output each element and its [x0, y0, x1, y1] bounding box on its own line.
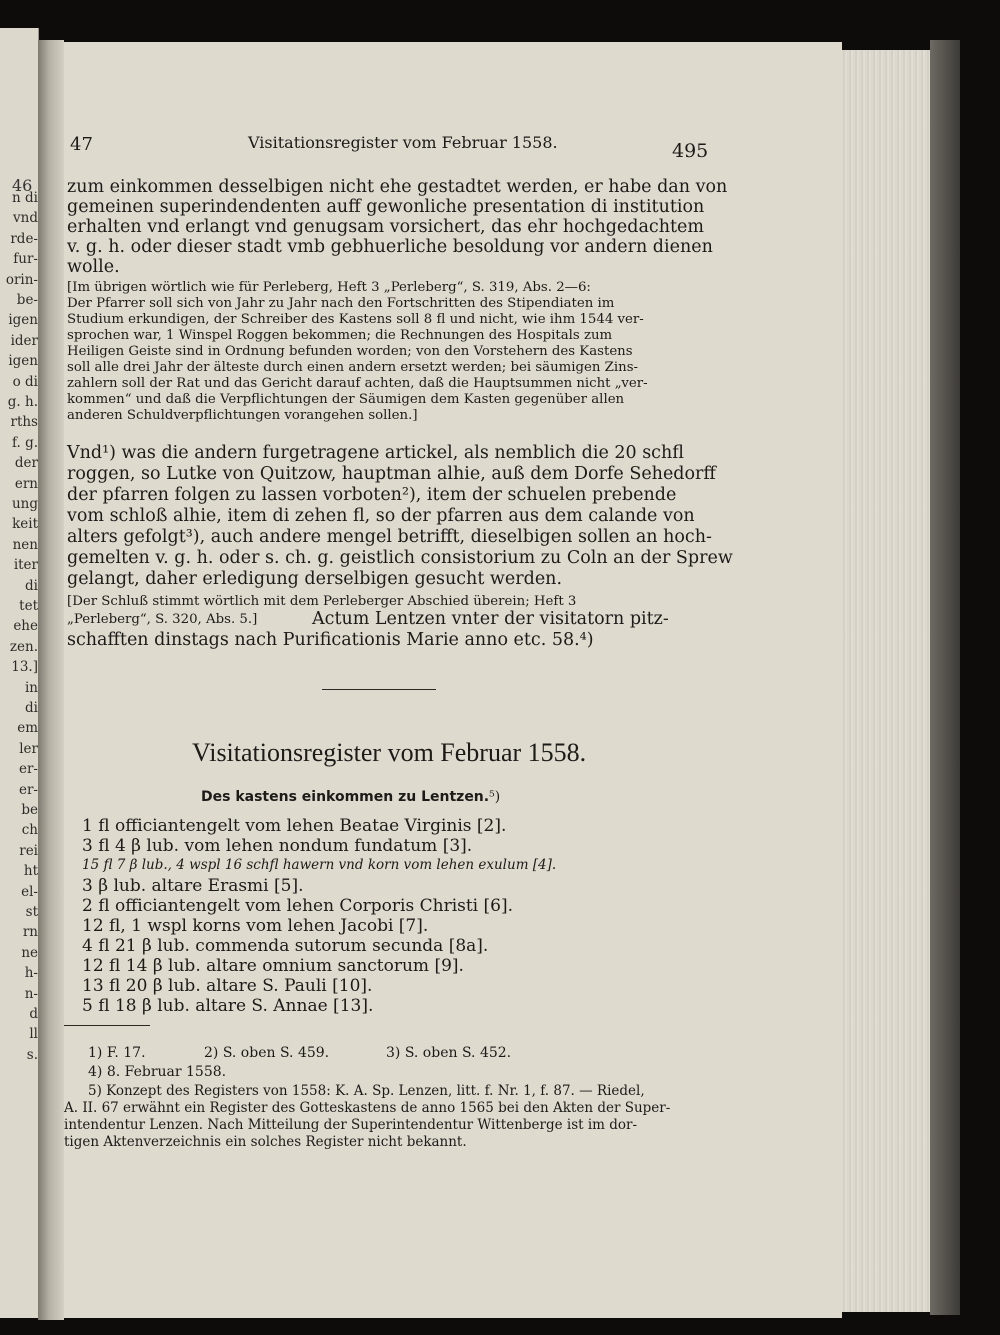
left-page-fragment: iter	[13, 557, 38, 574]
left-page-fragment: em	[17, 720, 38, 737]
left-page-fragment: h-	[24, 965, 38, 982]
left-page-fragment: rths	[10, 414, 38, 431]
note-line: soll alle drei Jahr der älteste durch einen andern ersetzt werden; bei säumigen Zins-	[67, 360, 639, 375]
left-page-fragment: fur-	[13, 251, 38, 268]
register-subtitle-text: Des kastens einkommen zu Lentzen.	[201, 789, 490, 805]
left-page-fragment: in	[24, 679, 38, 696]
note-line: anderen Schuldverpflichtungen vorangehen sollen.]	[67, 408, 418, 423]
footnote-5-line: tigen Aktenverzeichnis ein solches Register nicht bekannt.	[64, 1134, 467, 1150]
text-line: erhalten vnd erlangt vnd genugsam vorsichert, das ehr hochgedachtem	[67, 217, 704, 237]
left-page-fragment: der	[14, 455, 38, 472]
left-page-fragment: g. h.	[7, 394, 38, 410]
left-page-fragment: be	[21, 802, 38, 818]
footnote-3: 3) S. oben S. 452.	[386, 1045, 512, 1061]
left-page-fragment: ch	[21, 822, 38, 839]
left-page-fragment: igen	[8, 312, 38, 329]
register-entry: 2 fl officiantengelt vom lehen Corporis Christi [6].	[82, 896, 514, 916]
left-page-fragment: ern	[14, 475, 38, 492]
left-page-fragment: er-	[18, 781, 38, 798]
section-divider	[322, 689, 436, 690]
register-entry: 1 fl officiantengelt vom lehen Beatae Virginis [2].	[82, 816, 507, 836]
text-line: gemeinen superindendenten auff gewonliche presentation di institution	[67, 197, 705, 217]
left-page-fragment: rde-	[10, 230, 38, 247]
left-page-fragment: di	[25, 577, 38, 594]
left-page-fragment: ht	[23, 863, 38, 880]
register-title: Visitationsregister vom Februar 1558.	[192, 738, 587, 767]
text-line: der pfarren folgen zu lassen vorboten²), item der schuelen prebende	[67, 485, 677, 505]
register-entry: 4 fl 21 β lub. commenda sutorum secunda [8a].	[82, 936, 489, 956]
left-page-fragment: rn	[22, 924, 38, 941]
text-line: roggen, so Lutke von Quitzow, hauptman alhie, auß dem Dorfe Sehedorff	[67, 464, 716, 484]
register-entry: 3 β lub. altare Erasmi [5].	[82, 876, 304, 896]
register-entry: 15 fl 7 β lub., 4 wspl 16 schfl hawern vnd korn vom lehen exulum [4].	[82, 857, 557, 873]
book-cover-edge	[930, 40, 960, 1315]
note-line: zahlern soll der Rat und das Gericht darauf achten, daß die Hauptsummen nicht „ver-	[67, 376, 648, 391]
left-page-fragment: o di	[12, 373, 38, 390]
register-subtitle-note: ⁵)	[489, 789, 501, 805]
left-page-fragment: zen.	[9, 638, 38, 655]
note-line: Der Pfarrer soll sich von Jahr zu Jahr nach den Fortschritten des Stipendiaten im	[67, 296, 615, 311]
left-page-fragment: n-	[24, 985, 38, 1002]
text-line: gelangt, daher erledigung derselbigen gesucht werden.	[67, 569, 563, 589]
left-page-fragment: d	[29, 1006, 38, 1022]
left-page-fragment: ler	[19, 740, 38, 757]
text-line: vom schloß alhie, item di zehen fl, so der pfarren aus dem calande von	[67, 506, 695, 526]
left-page-fragment: el-	[21, 883, 38, 900]
note-line: [Im übrigen wörtlich wie für Perleberg, Heft 3 „Perleberg“, S. 319, Abs. 2—6:	[67, 280, 591, 295]
note-line: Studium erkundigen, der Schreiber des Kastens soll 8 fl und nicht, wie ihm 1544 ver-	[67, 312, 644, 327]
register-entry: 3 fl 4 β lub. vom lehen nondum fundatum [3].	[82, 836, 473, 856]
page-number: 495	[672, 140, 709, 162]
left-page-fragment: tet	[19, 598, 38, 614]
footnote-4: 4) 8. Februar 1558.	[88, 1064, 227, 1080]
left-page-fragment: ne	[21, 944, 38, 961]
register-subtitle	[201, 789, 500, 805]
book-gutter	[38, 40, 64, 1320]
footnote-5-line: A. II. 67 erwähnt ein Register des Gotteskastens de anno 1565 bei den Akten der Super-	[64, 1100, 671, 1116]
note-line: kommen“ und daß die Verpflichtungen der Säumigen dem Kasten gegenüber allen	[67, 392, 625, 407]
left-page-fragment: orin-	[5, 271, 38, 288]
left-page-fragment: n di	[12, 190, 38, 206]
left-page-fragment: ider	[10, 332, 38, 349]
left-page-fragment: igen	[8, 353, 38, 370]
register-entry: 5 fl 18 β lub. altare S. Annae [13].	[82, 996, 374, 1016]
left-page-fragment: vnd	[13, 210, 38, 227]
footnote-5-line: intendentur Lenzen. Nach Mitteilung der Superintendentur Wittenberge ist im dor-	[64, 1117, 638, 1133]
footnote-2: 2) S. oben S. 459.	[204, 1045, 330, 1061]
left-page-fragment: ehe	[13, 618, 38, 635]
left-page-fragment: ll	[29, 1026, 38, 1043]
left-page-fragment: be-	[16, 292, 38, 308]
left-page-edge	[0, 28, 39, 1318]
note-line: Heiligen Geiste sind in Ordnung befunden worden; von den Vorstehern des Kastens	[67, 344, 633, 359]
note-line: sprochen war, 1 Winspel Roggen bekommen; die Rechnungen des Hospitals zum	[67, 328, 613, 343]
left-page-fragment: nen	[12, 536, 38, 553]
text-line: gemelten v. g. h. oder s. ch. g. geistlich consistorium zu Coln an der Sprew	[67, 548, 733, 568]
left-page-fragment: keit	[12, 516, 38, 533]
left-page-fragment: di	[25, 700, 38, 716]
register-entry: 12 fl 14 β lub. altare omnium sanctorum [9].	[82, 956, 464, 976]
closing-line: schafften dinstags nach Purificationis Marie anno etc. 58.⁴)	[67, 630, 594, 650]
left-page-fragment: s.	[26, 1046, 38, 1063]
left-page-number: 46	[12, 176, 33, 195]
register-entry: 13 fl 20 β lub. altare S. Pauli [10].	[82, 976, 373, 996]
text-line: wolle.	[67, 257, 120, 277]
footnote-1: 1) F. 17.	[88, 1045, 146, 1061]
text-line: Vnd¹) was die andern furgetragene artickel, als nemblich die 20 schfl	[67, 443, 684, 463]
text-line: Actum Lentzen vnter der visitatorn pitz-	[312, 609, 669, 629]
note-line: „Perleberg“, S. 320, Abs. 5.]	[67, 612, 258, 627]
footnote-5-line: 5) Konzept des Registers von 1558: K. A. Sp. Lenzen, litt. f. Nr. 1, f. 87. — Riedel,	[88, 1083, 645, 1099]
running-title: Visitationsregister vom Februar 1558.	[248, 133, 558, 152]
register-entry: 12 fl, 1 wspl korns vom lehen Jacobi [7].	[82, 916, 429, 936]
text-line: v. g. h. oder dieser stadt vmb gebhuerliche besoldung vor andern dienen	[67, 237, 713, 257]
left-page-fragment: 13.]	[11, 659, 38, 676]
header-left-number: 47	[70, 134, 93, 155]
note-line: [Der Schluß stimmt wörtlich mit dem Perleberger Abschied überein; Heft 3	[67, 594, 577, 609]
left-page-fragment: er-	[18, 761, 38, 778]
left-page-fragment: ung	[11, 496, 38, 512]
left-page-fragment: rei	[19, 842, 38, 859]
footnote-rule	[64, 1025, 150, 1026]
left-page-fragment: st	[25, 904, 38, 920]
text-line: zum einkommen desselbigen nicht ehe gestadtet werden, er habe dan von	[67, 177, 728, 197]
left-page-fragment: f. g.	[11, 434, 38, 451]
page-stack-edge	[842, 50, 940, 1312]
text-line: alters gefolgt³), auch andere mengel betrifft, dieselbigen sollen an hoch-	[67, 527, 712, 547]
